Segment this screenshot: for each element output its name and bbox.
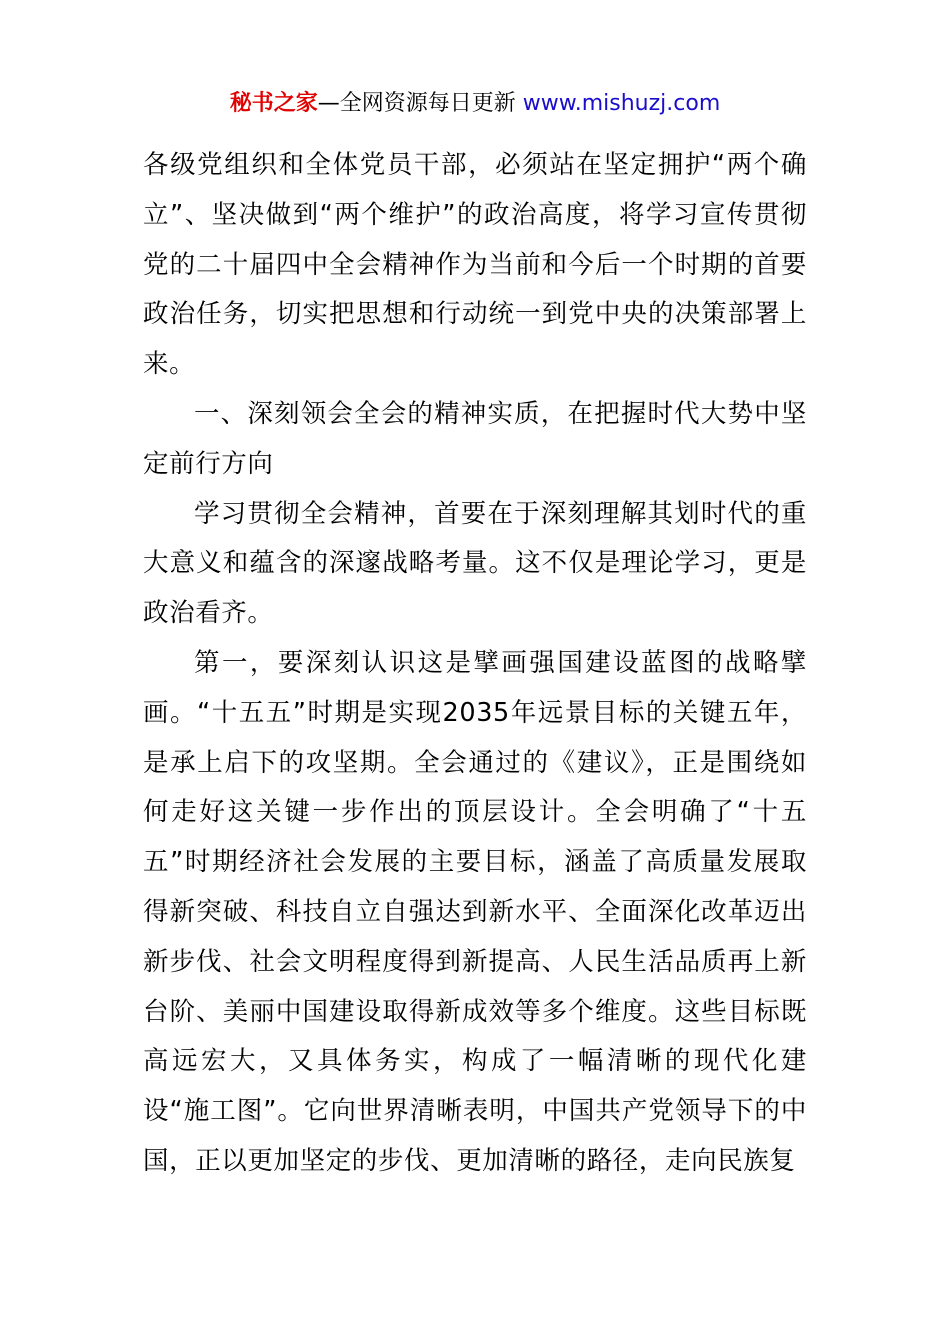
- paragraph-continued: 各级党组织和全体党员干部，必须站在坚定拥护“两个确立”、坚决做到“两个维护”的政治高度，将学习宣传贯彻党的二十届四中全会精神作为当前和今后一个时期的首要政治任务，切实把思想和行动统一到党中央的决策部署上来。: [143, 150, 807, 380]
- brand-name: 秘书之家: [229, 91, 318, 116]
- site-url-link[interactable]: www.mishuzj.com: [522, 91, 721, 116]
- paragraph: 第一，要深刻认识这是擘画强国建设蓝图的战略擘画。“十五五”时期是实现2035年远景目标的关键五年，是承上启下的攻坚期。全会通过的《建议》，正是围绕如何走好这关键一步作出的顶层设计。全会明确了“十五五”时期经济社会发展的主要目标，涵盖了高质量发展取得新突破、科技自立自强达到新水平、全面深化改革迈出新步伐、社会文明程度得到新提高、人民生活品质再上新台阶、美丽中国建设取得新成效等多个维度。这些目标既高远宏大，又具体务实，构成了一幅清晰的现代化建设“施工图”。它向世界清晰表明，中国共产党领导下的中国，正以更加坚定的步伐、更加清晰的路径，走向民族复: [143, 647, 807, 1176]
- document-body: [143, 141, 807, 1187]
- header-tagline: —全网资源每日更新: [317, 91, 523, 116]
- paragraph: 学习贯彻全会精神，首要在于深刻理解其划时代的重大意义和蕴含的深邃战略考量。这不仅是理论学习，更是政治看齐。: [143, 498, 807, 629]
- page-header: [0, 88, 950, 120]
- section-heading: 一、深刻领会全会的精神实质，在把握时代大势中坚定前行方向: [143, 398, 807, 479]
